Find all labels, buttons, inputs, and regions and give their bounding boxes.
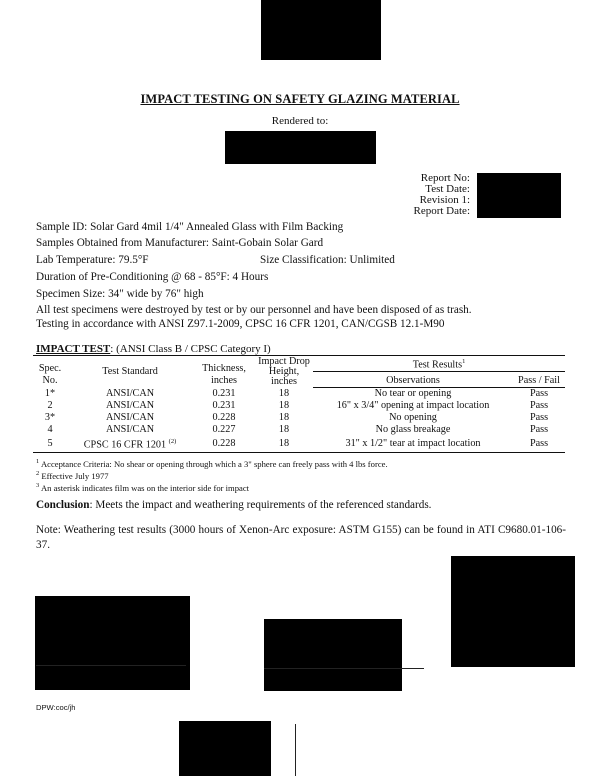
- table-row: [33, 424, 565, 436]
- redacted-logo: [261, 0, 381, 60]
- table-header-row: [33, 356, 565, 372]
- cell-standard: [67, 388, 193, 401]
- impact-test-heading: [36, 343, 271, 355]
- col-thickness-line1: Thickness,: [202, 362, 246, 374]
- table-row: [33, 412, 565, 424]
- cell-standard: [67, 424, 193, 436]
- col-standard: Test Standard: [67, 356, 193, 388]
- redacted-footer: [179, 721, 271, 776]
- cell-standard-text: CPSC 16 CFR 1201: [83, 439, 167, 451]
- table-row: [33, 436, 565, 452]
- cell-spec: 3*: [44, 412, 56, 424]
- cell-standard-text: ANSI/CAN: [105, 400, 155, 412]
- page-title: IMPACT TESTING ON SAFETY GLAZING MATERIAL: [140, 92, 460, 106]
- cell-thickness: 0.231: [212, 400, 236, 412]
- col-test-results-sup: 1: [462, 358, 466, 365]
- weathering-note: Note: Weathering test results (3000 hours of Xenon-Arc exposure: ASTM G155) can be found in ATI C9680.01-106-37.: [36, 524, 566, 551]
- impact-results-table: [33, 355, 565, 453]
- footnote-1: [36, 458, 388, 469]
- cell-thickness: 0.228: [212, 412, 236, 424]
- redacted-stamp: [451, 556, 575, 667]
- table-row: [33, 388, 565, 401]
- redacted-client-name: [225, 131, 376, 164]
- cell-height: 18: [278, 388, 290, 400]
- test-standards: Testing in accordance with ANSI Z97.1-2009, CPSC 16 CFR 1201, CAN/CGSB 12.1-M90: [36, 318, 445, 330]
- vertical-rule: [295, 724, 296, 776]
- col-drop-height: [255, 356, 313, 388]
- cell-spec: 4: [47, 424, 53, 436]
- signature-line-left: [36, 665, 186, 666]
- lab-temperature: Lab Temperature: 79.5°F: [36, 254, 149, 266]
- impact-test-class: : (ANSI Class B / CPSC Category I): [110, 343, 271, 355]
- cell-standard: [67, 412, 193, 424]
- cell-result: Pass: [529, 400, 549, 412]
- cell-height: 18: [278, 424, 290, 436]
- samples-obtained: Samples Obtained from Manufacturer: Saint-Gobain Solar Gard: [36, 237, 324, 249]
- revision-label: Revision 1:: [419, 194, 470, 206]
- preconditioning: Duration of Pre-Conditioning @ 68 - 85°F: 4 Hours: [36, 271, 269, 283]
- cell-spec: 5: [33, 436, 67, 452]
- cell-spec: 1*: [44, 388, 56, 400]
- redacted-report-info: [477, 173, 561, 218]
- size-classification: Size Classification: Unlimited: [260, 254, 395, 266]
- table-row: [33, 400, 565, 412]
- col-drop-line1: Impact Drop: [258, 355, 310, 367]
- disposal-statement: All test specimens were destroyed by test or by our personnel and have been disposed of as trash.: [36, 304, 472, 316]
- sample-id: Sample ID: Solar Gard 4mil 1/4" Annealed Glass with Film Backing: [36, 221, 344, 233]
- footnote-1-text: Acceptance Criteria: No shear or opening through which a 3" sphere can freely pass with 4 lbs force.: [40, 458, 388, 469]
- footnote-1-num: 1: [36, 458, 40, 465]
- cell-observation: 16" x 3/4" opening at impact location: [336, 400, 490, 412]
- cell-standard: [67, 436, 193, 452]
- cell-result: Pass: [529, 388, 549, 400]
- cell-thickness: 0.227: [212, 424, 236, 436]
- conclusion-text: : Meets the impact and weathering requirements of the referenced standards.: [89, 499, 432, 511]
- footnote-2: [36, 470, 109, 481]
- report-date-label: Report Date:: [413, 205, 470, 217]
- report-no-label: Report No:: [420, 172, 470, 184]
- col-spec: [33, 356, 67, 388]
- cell-standard: [67, 400, 193, 412]
- impact-test-label: IMPACT TEST: [36, 343, 111, 355]
- footnote-3-text: An asterisk indicates film was on the interior side for impact: [40, 482, 250, 493]
- cell-observation: 31" x 1/2" tear at impact location: [313, 436, 513, 452]
- redacted-signature-left: [35, 596, 190, 690]
- col-drop-line2: Height,: [268, 365, 300, 377]
- test-date-label: Test Date:: [425, 183, 470, 195]
- cell-height: 18: [255, 436, 313, 452]
- cell-observation: No opening: [389, 412, 437, 424]
- footnote-2-text: Effective July 1977: [41, 470, 109, 481]
- footnote-2-num: 2: [36, 470, 40, 477]
- cell-height: 18: [278, 400, 290, 412]
- col-spec-line2: No.: [42, 374, 58, 386]
- cell-thickness: 0.231: [212, 388, 236, 400]
- conclusion: [36, 499, 431, 511]
- rendered-to-label: Rendered to:: [271, 115, 329, 127]
- conclusion-label: Conclusion: [36, 499, 90, 511]
- redacted-signature-middle: [264, 619, 402, 691]
- col-test-results-label: Test Results: [412, 359, 463, 371]
- cell-observation: No tear or opening: [374, 388, 452, 400]
- footnote-3: [36, 482, 249, 493]
- col-thickness: [193, 356, 255, 388]
- specimen-size: Specimen Size: 34" wide by 76" high: [36, 288, 204, 300]
- cell-thickness: 0.228: [193, 436, 255, 452]
- cell-result: Pass: [529, 424, 549, 436]
- cell-standard-text: ANSI/CAN: [105, 424, 155, 436]
- col-test-results: [313, 356, 565, 372]
- cell-standard-text: ANSI/CAN: [105, 412, 155, 424]
- col-spec-line1: Spec.: [38, 362, 62, 374]
- col-pass-fail: Pass / Fail: [513, 372, 565, 388]
- footnote-3-num: 3: [36, 482, 40, 489]
- col-drop-line3: inches: [270, 375, 298, 387]
- cell-observation: No glass breakage: [375, 424, 451, 436]
- signature-line-middle: [264, 668, 424, 669]
- cell-standard-sup: (2): [168, 438, 177, 446]
- cell-result: Pass: [529, 412, 549, 424]
- cell-standard-text: ANSI/CAN: [105, 388, 155, 400]
- author-initials: DPW:coc/jh: [36, 703, 76, 712]
- cell-result: Pass: [513, 436, 565, 452]
- cell-spec: 2: [47, 400, 53, 412]
- col-thickness-line2: inches: [210, 374, 238, 386]
- col-observations: Observations: [313, 372, 513, 388]
- cell-height: 18: [278, 412, 290, 424]
